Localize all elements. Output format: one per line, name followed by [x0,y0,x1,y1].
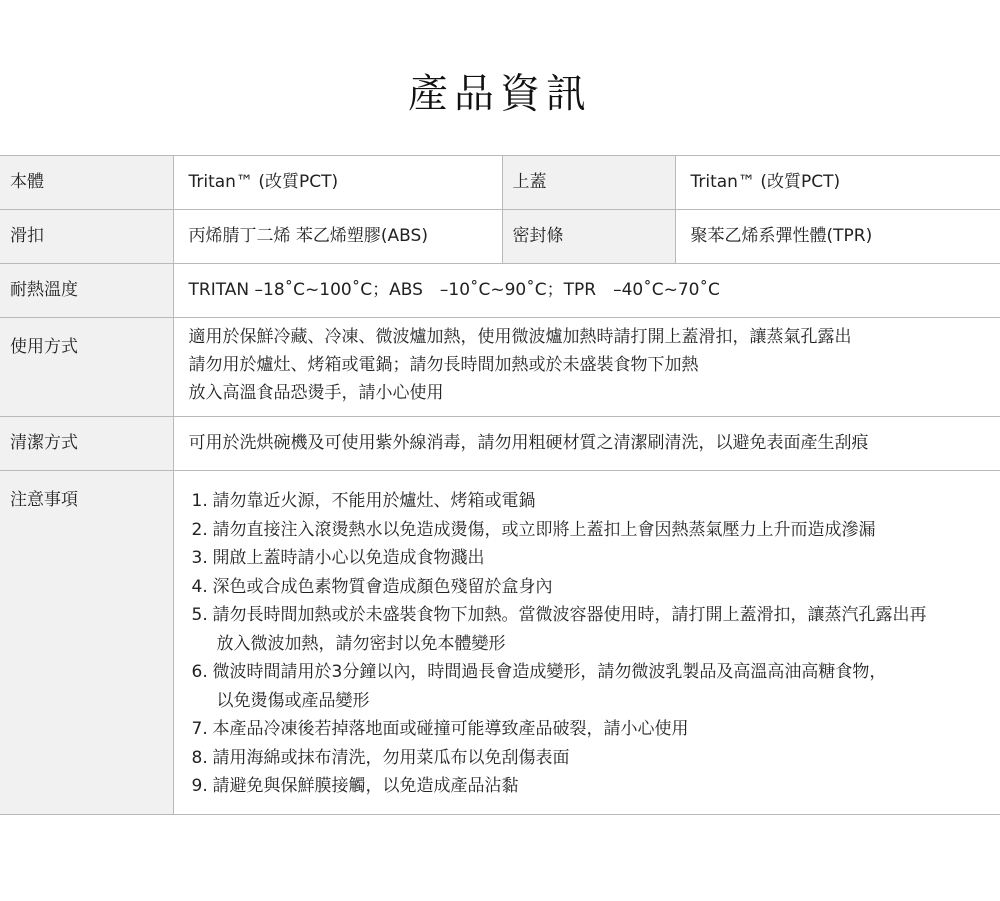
value-heat: TRITAN –18˚C~100˚C；ABS –10˚C~90˚C；TPR –40˚C~70˚C [173,264,1000,318]
list-item: 9. 請避免與保鮮膜接觸，以免造成產品沾黏 [191,776,519,796]
value-body: Tritan™ (改質PCT) [173,156,502,210]
table-row-notes [0,471,1000,815]
label-seal: 密封條 [502,210,675,264]
value-cleaning: 可用於洗烘碗機及可使用紫外線消毒，請勿用粗硬材質之清潔刷清洗，以避免表面產生刮痕 [173,417,1000,471]
usage-line: 放入高溫食品恐燙手，請小心使用 [188,383,444,403]
label-notes: 注意事項 [0,471,173,815]
list-item: 1. 請勿靠近火源，不能用於爐灶、烤箱或電鍋 [191,491,536,511]
value-notes [173,471,1000,815]
usage-line: 適用於保鮮冷藏、冷凍、微波爐加熱，使用微波爐加熱時請打開上蓋滑扣，讓蒸氣孔露出 [188,327,852,347]
list-item: 2. 請勿直接注入滾燙熱水以免造成燙傷，或立即將上蓋扣上會因熱蒸氣壓力上升而造成滲漏 [191,519,876,540]
page-title: 產品資訊 [408,71,592,117]
value-lid: Tritan™ (改質PCT) [675,156,1000,210]
label-clip: 滑扣 [0,210,173,264]
value-clip: 丙烯腈丁二烯 苯乙烯塑膠(ABS) [173,210,502,264]
notes-list [192,487,1000,801]
list-item: 8. 請用海綿或抹布清洗，勿用菜瓜布以免刮傷表面 [191,747,570,768]
product-info-table [0,155,1000,815]
label-usage: 使用方式 [0,318,173,417]
table-row-cleaning [0,417,1000,471]
usage-line: 請勿用於爐灶、烤箱或電鍋；請勿長時間加熱或於未盛裝食物下加熱 [188,355,699,375]
list-item: 6. 微波時間請用於3分鐘以內，時間過長會造成變形，請勿微波乳製品及高溫高油高糖食物， 以免燙傷或產品變形 [191,662,887,711]
value-seal: 聚苯乙烯系彈性體(TPR) [675,210,1000,264]
label-body: 本體 [0,156,173,210]
value-usage [173,318,1000,417]
table-row-body-lid [0,156,1000,210]
table-row-clip-seal [0,210,1000,264]
label-heat: 耐熱溫度 [0,264,173,318]
table-row-heat [0,264,1000,318]
list-item: 5. 請勿長時間加熱或於未盛裝食物下加熱。當微波容器使用時，請打開上蓋滑扣，讓蒸汽孔露出再 放入微波加熱，請勿密封以免本體變形 [191,605,927,654]
list-item: 3. 開啟上蓋時請小心以免造成食物濺出 [191,548,485,568]
table-row-usage [0,318,1000,417]
label-lid: 上蓋 [502,156,675,210]
list-item: 4. 深色或合成色素物質會造成顏色殘留於盒身內 [191,576,553,597]
list-item: 7. 本產品冷凍後若掉落地面或碰撞可能導致產品破裂，請小心使用 [191,719,689,739]
label-cleaning: 清潔方式 [0,417,173,471]
